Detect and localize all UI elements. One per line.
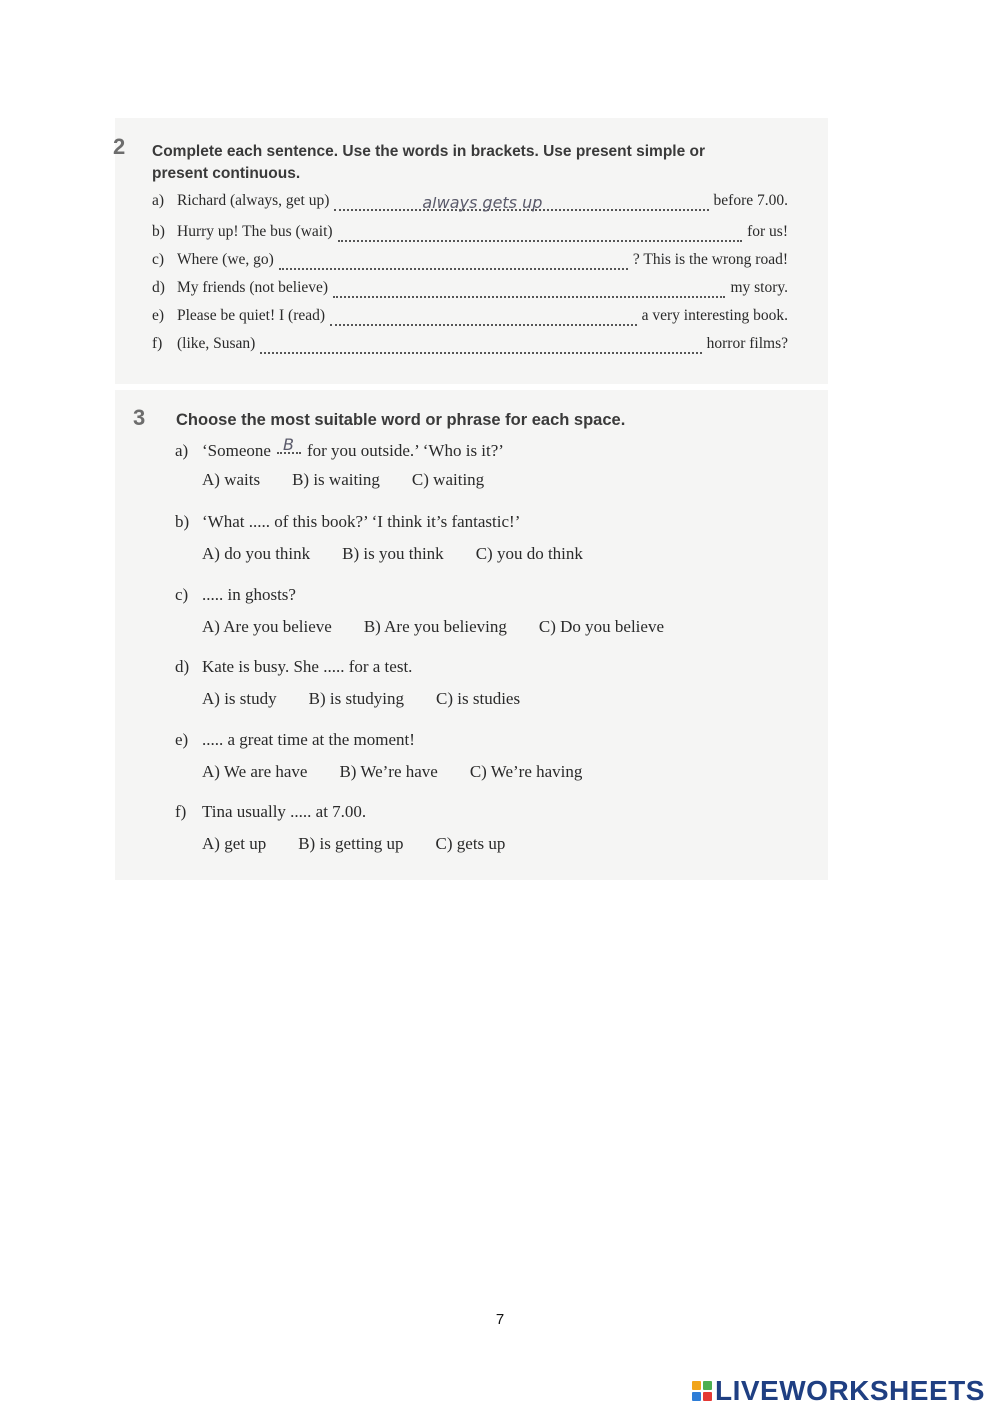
option-c[interactable]: C) gets up [435,834,506,853]
item-text: ..... in ghosts? [202,585,296,604]
item-prompt: My friends (not believe) [177,279,329,296]
item-text: ..... a great time at the moment! [202,730,415,749]
item-letter: f) [175,802,187,821]
item-tail: for us! [747,223,788,240]
option-c[interactable]: C) We’re having [469,762,583,781]
liveworksheets-logo[interactable] [692,1376,985,1406]
option-c[interactable]: C) you do think [475,544,583,563]
exercise-3-item-c [175,585,696,641]
exercise-2-number: 2 [113,134,126,159]
option-c[interactable]: C) Do you believe [538,617,664,636]
item-prompt: Where (we, go) [177,251,274,268]
option-b[interactable]: B) We’re have [339,762,438,781]
option-b[interactable]: B) is you think [342,544,444,563]
item-tail: horror films? [706,335,788,352]
exercise-3-item-d [175,657,552,713]
option-c[interactable]: C) waiting [411,470,485,489]
answer-blank[interactable] [338,228,743,245]
exercise-2-item-e [152,307,788,329]
exercise-3-item-a [175,435,516,494]
item-prompt: (like, Susan) [177,335,256,352]
item-letter: e) [152,307,165,324]
option-a[interactable]: A) do you think [202,544,311,563]
page-number: 7 [495,1311,505,1328]
item-letter: d) [152,279,165,296]
exercise-3-item-f [175,802,537,858]
exercise-3-item-b [175,512,615,568]
item-text-after: for you outside.’ ‘Who is it?’ [306,441,504,460]
item-prompt: Richard (always, get up) [177,192,330,209]
section-divider [115,384,828,390]
item-text: Tina usually ..... at 7.00. [202,802,367,821]
item-tail: my story. [730,279,788,296]
answer-blank[interactable] [333,284,725,301]
item-letter: d) [175,657,190,676]
answer-blank[interactable] [334,197,708,214]
exercise-2-item-a [152,192,788,214]
logo-square [703,1392,712,1401]
option-a[interactable]: A) get up [202,834,267,853]
option-a[interactable]: A) Are you believe [202,617,332,636]
exercise-2-title-line1: Complete each sentence. Use the words in brackets. Use present simple or [152,143,706,160]
item-letter: e) [175,730,189,749]
brand-name: LIVEWORKSHEETS [715,1375,985,1406]
logo-square [692,1381,701,1390]
item-text: Kate is busy. She ..... for a test. [202,657,413,676]
option-a[interactable]: A) waits [202,470,261,489]
logo-square [703,1381,712,1390]
exercise-2-item-c [152,251,788,273]
item-prompt: Please be quiet! I (read) [177,307,326,324]
item-text: ‘What ..... of this book?’ ‘I think it’s fantastic!’ [202,512,521,531]
option-b[interactable]: B) is studying [308,689,405,708]
item-text-before: ‘Someone [202,441,271,460]
item-letter: c) [175,585,189,604]
exercise-3-item-e [175,730,614,786]
item-prompt: Hurry up! The bus (wait) [177,223,333,240]
answer-blank[interactable] [260,340,701,357]
option-c[interactable]: C) is studies [436,689,521,708]
item-letter: b) [152,223,165,240]
answer-blank[interactable] [277,435,301,456]
exercise-2-item-d [152,279,788,301]
option-a[interactable]: A) is study [202,689,277,708]
option-b[interactable]: B) Are you believing [363,617,507,636]
item-tail: a very interesting book. [641,307,788,324]
handwritten-answer: always gets up [422,197,543,212]
exercise-3-title: Choose the most suitable word or phrase for each space. [176,411,626,429]
item-letter: a) [152,192,165,209]
option-b[interactable]: B) is getting up [298,834,404,853]
exercise-2-title-line2: present continuous. [152,165,301,182]
answer-blank[interactable] [330,312,637,329]
item-letter: a) [175,441,189,460]
exercise-2-item-f [152,335,788,357]
option-b[interactable]: B) is waiting [292,470,380,489]
item-letter: f) [152,335,163,352]
option-a[interactable]: A) We are have [202,762,308,781]
item-tail: before 7.00. [713,192,788,209]
logo-square [692,1392,701,1401]
handwritten-answer: B [282,435,294,454]
exercise-2-item-b [152,223,788,245]
brand-grid-icon [692,1381,712,1401]
exercise-3-number: 3 [133,405,146,430]
answer-blank[interactable] [279,256,628,273]
item-tail: ? This is the wrong road! [632,251,788,268]
item-letter: b) [175,512,190,531]
item-letter: c) [152,251,165,268]
